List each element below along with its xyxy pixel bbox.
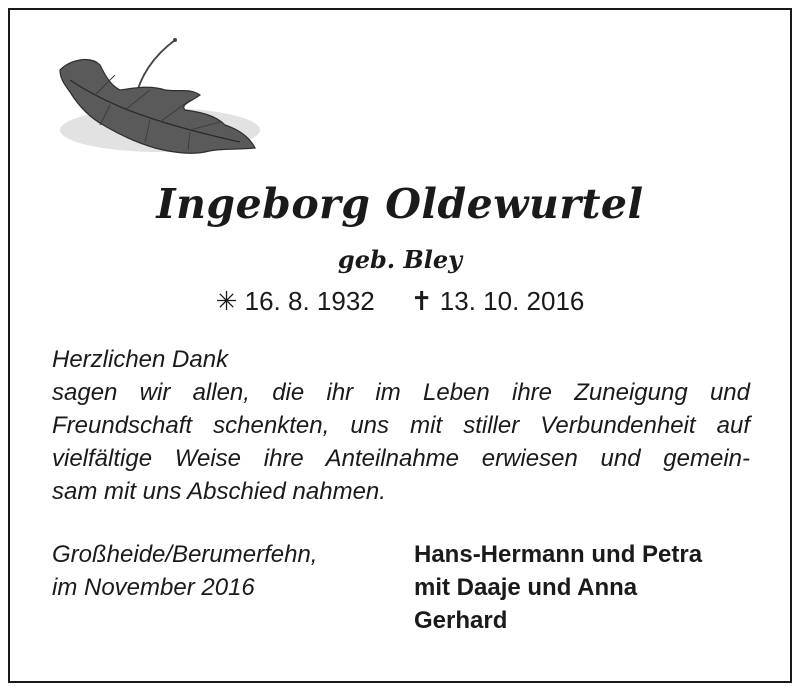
- text-line: Freundschaft schenkten, uns mit stiller Verbundenheit auf: [52, 412, 750, 439]
- signer-line: Hans-Hermann und Petra: [414, 541, 703, 568]
- text-line: sagen wir allen, die ihr im Leben ihre Zuneigung und: [52, 379, 750, 406]
- date-line: im November 2016: [52, 574, 255, 601]
- text-line: Herzlichen Dank: [52, 346, 229, 373]
- maiden-name: geb. Bley: [337, 245, 463, 274]
- place-and-date: [52, 538, 317, 604]
- deceased-name: Ingeborg Oldewurtel: [156, 180, 644, 228]
- text-line: sam mit uns Abschied nahmen.: [52, 478, 386, 505]
- signers: [414, 538, 702, 637]
- life-dates: [0, 286, 800, 317]
- signer-line: Gerhard: [414, 607, 508, 634]
- birth-star-icon: ✳: [215, 286, 238, 316]
- autumn-leaf-icon: [40, 30, 270, 165]
- birth-date: 16. 8. 1932: [244, 286, 375, 316]
- signer-line: mit Daaje und Anna: [414, 574, 638, 601]
- death-date: 13. 10. 2016: [439, 286, 585, 316]
- thank-you-text: [52, 343, 750, 508]
- text-line: vielfältige Weise ihre Anteilnahme erwiesen und gemein-: [52, 445, 750, 472]
- death-cross-icon: ✝: [410, 286, 433, 316]
- place-line: Großheide/Berumerfehn,: [52, 541, 318, 568]
